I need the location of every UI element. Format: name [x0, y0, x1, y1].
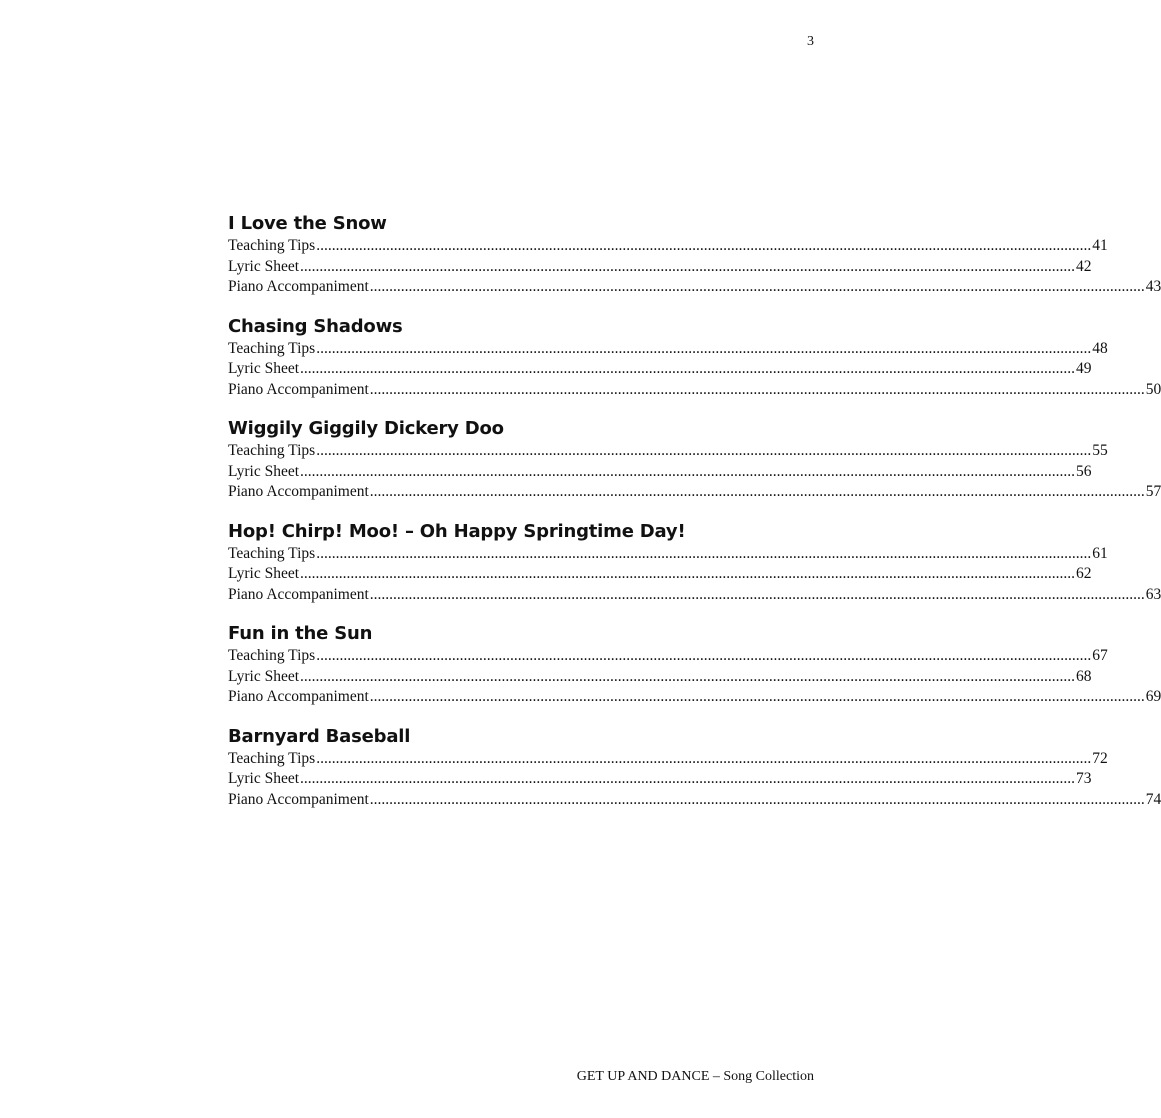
toc-entry	[228, 257, 1092, 278]
toc-entry-page-number: 49	[1076, 360, 1092, 377]
toc-entry-page-number: 74	[1145, 790, 1161, 808]
dot-leader: ........................................................................................................................................................................................................	[300, 667, 1076, 685]
toc-entry-label: Teaching Tips	[228, 544, 316, 562]
dot-leader: ........................................................................................................................................................................................................	[369, 688, 1145, 705]
toc-entry	[228, 236, 1108, 257]
toc-entry-page-number: 50	[1145, 380, 1161, 398]
toc-entry-label: Piano Accompaniment	[228, 483, 369, 500]
toc-entry-page-number: 73	[1076, 770, 1092, 787]
dot-leader: ........................................................................................................................................................................................................	[369, 278, 1145, 295]
toc-entry-label: Lyric Sheet	[228, 462, 300, 480]
page-footer: GET UP AND DANCE – Song Collection	[576, 1069, 814, 1084]
toc-entry-label: Piano Accompaniment	[228, 790, 369, 808]
toc-entry-page-number: 69	[1145, 688, 1161, 705]
toc-entry-page-number: 72	[1092, 749, 1108, 767]
dot-leader: ........................................................................................................................................................................................................	[300, 462, 1076, 480]
toc-entry	[228, 790, 1161, 811]
toc-entry	[228, 646, 1108, 667]
toc-entry	[228, 769, 1092, 790]
dot-leader: ........................................................................................................................................................................................................	[369, 585, 1145, 603]
dot-leader: ........................................................................................................................................................................................................	[316, 647, 1092, 664]
toc-entry	[228, 749, 1108, 770]
toc-entry-page-number: 63	[1145, 585, 1161, 603]
dot-leader: ........................................................................................................................................................................................................	[316, 442, 1092, 459]
toc-entry-page-number: 56	[1076, 462, 1092, 480]
dot-leader: ........................................................................................................................................................................................................	[316, 237, 1092, 254]
toc-entry-page-number: 42	[1076, 257, 1092, 275]
toc-entry-label: Teaching Tips	[228, 237, 316, 254]
toc-entry-label: Lyric Sheet	[228, 360, 300, 377]
toc-section	[228, 622, 1161, 708]
toc-section	[228, 520, 1161, 606]
toc-entry-label: Teaching Tips	[228, 749, 316, 767]
toc-entry-label: Teaching Tips	[228, 339, 316, 357]
toc-entry-label: Piano Accompaniment	[228, 380, 369, 398]
toc-entry	[228, 564, 1092, 585]
dot-leader: ........................................................................................................................................................................................................	[316, 749, 1092, 767]
toc-entry	[228, 585, 1161, 606]
toc-entry	[228, 441, 1108, 462]
toc-entry	[228, 359, 1092, 380]
toc-entry-page-number: 41	[1092, 237, 1108, 254]
toc-entry-label: Piano Accompaniment	[228, 278, 369, 295]
toc-section	[228, 212, 1161, 298]
dot-leader: ........................................................................................................................................................................................................	[369, 790, 1145, 808]
toc-entry-label: Lyric Sheet	[228, 770, 300, 787]
toc-entry	[228, 544, 1108, 565]
toc-entry-page-number: 43	[1145, 278, 1161, 295]
song-title: Chasing Shadows	[228, 315, 403, 337]
toc-entry-page-number: 61	[1092, 544, 1108, 562]
toc-entry	[228, 462, 1092, 483]
toc-entry-page-number: 67	[1092, 647, 1108, 664]
toc-entry-label: Piano Accompaniment	[228, 688, 369, 705]
toc-entry	[228, 667, 1092, 688]
toc-entry-label: Lyric Sheet	[228, 667, 300, 685]
toc-entry-label: Lyric Sheet	[228, 257, 300, 275]
dot-leader: ........................................................................................................................................................................................................	[316, 339, 1092, 357]
table-of-contents	[228, 212, 1161, 827]
toc-entry-label: Teaching Tips	[228, 442, 316, 459]
toc-section	[228, 315, 1161, 401]
toc-entry	[228, 380, 1161, 401]
toc-entry-page-number: 62	[1076, 565, 1092, 582]
song-title: I Love the Snow	[228, 213, 387, 234]
dot-leader: ........................................................................................................................................................................................................	[300, 360, 1076, 377]
page-number: 3	[807, 34, 814, 49]
song-title: Wiggily Giggily Dickery Doo	[228, 418, 504, 439]
song-title: Hop! Chirp! Moo! – Oh Happy Springtime Day!	[228, 520, 686, 542]
toc-section	[228, 725, 1161, 811]
toc-entry-page-number: 48	[1092, 339, 1108, 357]
toc-entry-page-number: 57	[1145, 483, 1161, 500]
toc-entry-label: Piano Accompaniment	[228, 585, 369, 603]
toc-entry	[228, 687, 1161, 708]
dot-leader: ........................................................................................................................................................................................................	[369, 483, 1145, 500]
dot-leader: ........................................................................................................................................................................................................	[316, 544, 1092, 562]
dot-leader: ........................................................................................................................................................................................................	[369, 380, 1145, 398]
dot-leader: ........................................................................................................................................................................................................	[300, 257, 1076, 275]
song-title: Fun in the Sun	[228, 623, 373, 644]
toc-entry	[228, 339, 1108, 360]
dot-leader: ........................................................................................................................................................................................................	[300, 770, 1076, 787]
toc-entry-label: Teaching Tips	[228, 647, 316, 664]
toc-entry-page-number: 55	[1092, 442, 1108, 459]
toc-section	[228, 417, 1161, 503]
song-title: Barnyard Baseball	[228, 725, 411, 747]
dot-leader: ........................................................................................................................................................................................................	[300, 565, 1076, 582]
toc-entry	[228, 482, 1161, 503]
toc-entry	[228, 277, 1161, 298]
toc-entry-label: Lyric Sheet	[228, 565, 300, 582]
toc-entry-page-number: 68	[1076, 667, 1092, 685]
